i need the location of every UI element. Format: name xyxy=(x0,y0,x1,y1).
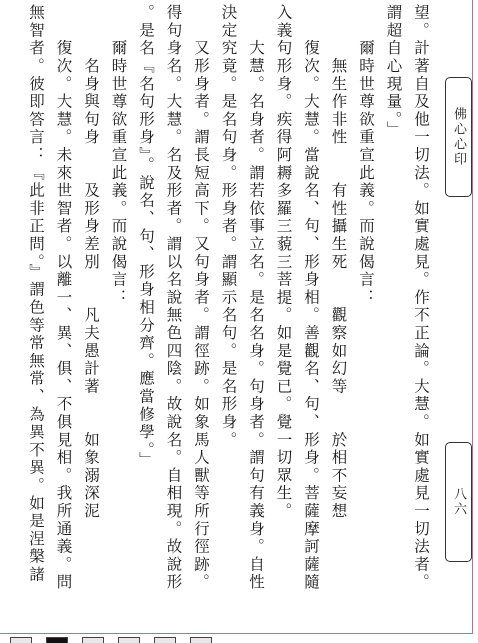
sutra-text xyxy=(14,4,432,630)
text-column: 入義句形身。疾得阿耨多羅三藐三菩提。如是覺已。覺一切眾生。 xyxy=(274,4,293,521)
text-column: 無生作非性 有性攝生死 觀察如幻等 於相不妄想 xyxy=(329,4,348,521)
text-column: 名身與句身 及形身差別 凡夫愚計著 如象溺深泥 xyxy=(82,4,100,521)
text-column: 謂超自心現量。」 xyxy=(384,4,403,139)
nav-button[interactable] xyxy=(82,637,104,643)
text-column: 得句身名。大慧。名及形者。謂以名說無色四陰。故說名。自相現。故說形 xyxy=(164,4,183,592)
text-column: 復次。大慧。未來世智者。以離一、異、俱、不俱見相。我所通義。問 xyxy=(54,4,73,592)
text-column: 無智者。彼即答言：『此非正問。』謂色等常無常、為異不異。如是涅槃諸 xyxy=(27,4,45,584)
text-column: 復次。大慧。當說名、句、形身相。善觀名、句、形身。菩薩摩訶薩隨 xyxy=(302,4,320,592)
nav-button[interactable] xyxy=(118,637,140,643)
text-column: 爾時世尊欲重宣此義。而說偈言： xyxy=(357,4,375,307)
nav-button[interactable] xyxy=(154,637,176,643)
nav-button[interactable] xyxy=(10,637,32,643)
text-column: 爾時世尊欲重宣此義。而說偈言： xyxy=(109,4,128,307)
page-number-tab xyxy=(445,442,472,562)
nav-button-active[interactable] xyxy=(46,637,68,643)
text-column: 決定究竟。是名句身。形身者。謂顯示名句。是名形身。 xyxy=(219,4,238,449)
text-column: 又形身者。謂長短高下。又句身者。謂徑跡。如象馬人獸等所行徑跡。 xyxy=(192,4,210,592)
bottom-navigation-bar xyxy=(0,636,478,643)
nav-button[interactable] xyxy=(190,637,212,643)
book-title: 佛心心印 xyxy=(451,107,466,167)
text-column: 大慧。名身者。謂若依事立名。是名名身。句身者。謂句有義身。自性 xyxy=(247,4,265,592)
page-number: 八六 xyxy=(451,487,466,517)
text-column: 望。計著自及他一切法。如實處見。作不正論。大慧。如實處見一切法者。 xyxy=(412,4,430,592)
book-title-tab[interactable] xyxy=(445,77,472,197)
text-column: 。是名『名句形身』。說名、句、形身相分齊。應當修學。」 xyxy=(137,4,155,470)
